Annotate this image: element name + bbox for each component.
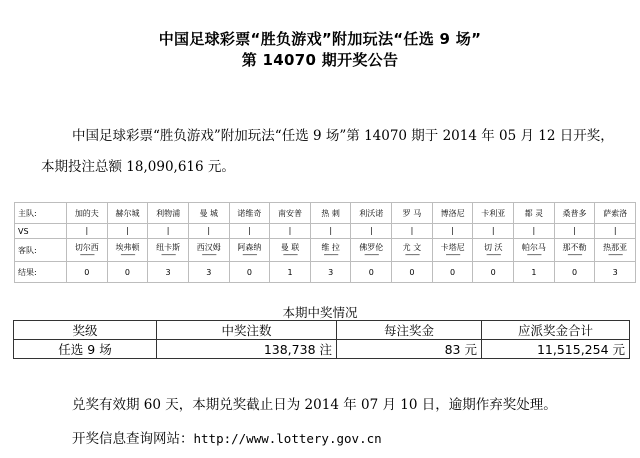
match-result: 0: [473, 262, 514, 283]
vs-bar: |: [126, 226, 129, 235]
home-team: 诺维奇: [229, 203, 270, 224]
away-underline: ——: [323, 249, 338, 259]
away-underline: ——: [201, 249, 216, 259]
match-result: 0: [554, 262, 595, 283]
prize-header-row: [14, 321, 630, 340]
away-team: 西汉姆: [196, 242, 221, 252]
home-team: 博洛尼: [432, 203, 473, 224]
issue-title: 第 14070 期开奖公告: [241, 51, 399, 69]
away-team: 尤 文: [402, 242, 422, 252]
match-result: 1: [514, 262, 555, 283]
announcement-title: 中国足球彩票“胜负游戏”附加玩法“任选 9 场”: [158, 30, 482, 48]
vs-bar: |: [288, 226, 292, 235]
vs-bar: |: [329, 226, 333, 235]
vs-bar: |: [573, 226, 576, 235]
away-team-cell: [270, 239, 311, 262]
away-team: 佛罗伦: [359, 242, 384, 252]
website-label: 开奖信息查询网站：: [72, 431, 194, 447]
away-team: 帕尔马: [521, 242, 546, 252]
away-team: 热那亚: [603, 242, 628, 252]
prize-total: 11,515,254 元: [482, 340, 630, 359]
away-team-cell: [188, 239, 229, 262]
match-result: 3: [148, 262, 189, 283]
match-result: 0: [229, 262, 270, 283]
away-team-cell: [392, 239, 433, 262]
away-underline: ——: [445, 249, 460, 259]
match-result: 1: [270, 262, 311, 283]
match-result: 0: [432, 262, 473, 283]
home-team: 南安普: [270, 203, 311, 224]
vs-bar: |: [207, 226, 211, 235]
home-team: 利物浦: [148, 203, 189, 224]
prize-amount: 83 元: [337, 340, 482, 359]
intro-line-1: 中国足球彩票“胜负游戏”附加玩法“任选 9 场”第 14070 期于 2014 年 05 月 12 日开奖，: [72, 128, 614, 144]
vs-separator: [188, 224, 229, 239]
match-result: 0: [392, 262, 433, 283]
match-result: 3: [310, 262, 351, 283]
away-team-cell: [229, 239, 270, 262]
away-underline: ——: [364, 249, 379, 259]
vs-separator: [67, 224, 108, 239]
vs-bar: |: [166, 226, 170, 235]
prize-section-title: 本期中奖情况: [282, 305, 358, 320]
away-team-cell: [554, 239, 595, 262]
vs-separator: [392, 224, 433, 239]
away-team: 曼 联: [280, 242, 300, 252]
vs-bar: |: [248, 226, 251, 235]
away-team-cell: [107, 239, 148, 262]
vs-separator: [229, 224, 270, 239]
away-team: 卡塔尼: [440, 242, 465, 252]
away-team-cell: [351, 239, 392, 262]
vs-bar: |: [85, 226, 89, 235]
prize-table: [13, 320, 630, 359]
header-count: 中奖注数: [157, 321, 337, 340]
away-underline: ——: [79, 249, 94, 259]
away-team-row: [15, 239, 636, 262]
vs-bar: |: [451, 226, 454, 235]
vs-separator: [351, 224, 392, 239]
match-result: 3: [188, 262, 229, 283]
match-result: 0: [351, 262, 392, 283]
vs-separator: [473, 224, 514, 239]
home-label: 主队:: [15, 203, 67, 224]
vs-separator: [514, 224, 555, 239]
away-team: 维 拉: [321, 242, 340, 252]
match-table: [14, 202, 636, 283]
match-result: 0: [67, 262, 108, 283]
away-team-cell: [432, 239, 473, 262]
away-team: 那不勒: [562, 242, 587, 252]
away-underline: ——: [242, 249, 257, 259]
away-team: 纽卡斯: [156, 242, 181, 252]
away-underline: ——: [486, 249, 501, 259]
vs-separator: [148, 224, 189, 239]
vs-label: VS: [15, 224, 67, 239]
away-team: 切 沃: [483, 242, 503, 252]
header-amount: 每注奖金: [337, 321, 482, 340]
away-team-cell: [148, 239, 189, 262]
validity-notice: 兑奖有效期 60 天，本期兑奖截止日为 2014 年 07 月 10 日，逾期作弃奖处理。: [72, 397, 557, 413]
header-level: 奖级: [14, 321, 157, 340]
home-team: 赫尔城: [107, 203, 148, 224]
match-result: 0: [107, 262, 148, 283]
away-team-cell: [473, 239, 514, 262]
home-team: 都 灵: [514, 203, 555, 224]
header-total: 应派奖金合计: [482, 321, 630, 340]
prize-row: [14, 340, 630, 359]
away-team-cell: [310, 239, 351, 262]
away-team-cell: [595, 239, 636, 262]
away-underline: ——: [120, 249, 135, 259]
website-link[interactable]: http://www.lottery.gov.cn: [193, 431, 382, 446]
away-underline: ——: [283, 249, 298, 259]
away-underline: ——: [161, 249, 176, 259]
home-team: 加的夫: [67, 203, 108, 224]
vs-bar: |: [532, 226, 536, 235]
home-team-row: [15, 203, 636, 224]
away-team-cell: [67, 239, 108, 262]
home-team: 卡利亚: [473, 203, 514, 224]
prize-count: 138,738 注: [157, 340, 337, 359]
intro-line-2: 本期投注总额 18,090,616 元。: [41, 159, 235, 175]
away-team: 切尔西: [74, 242, 99, 252]
away-underline: ——: [526, 249, 541, 259]
vs-bar: |: [491, 226, 495, 235]
vs-separator: [432, 224, 473, 239]
away-team-cell: [514, 239, 555, 262]
home-team: 热 刺: [310, 203, 351, 224]
home-team: 曼 城: [188, 203, 229, 224]
away-underline: ——: [608, 249, 623, 259]
away-underline: ——: [404, 249, 419, 259]
vs-separator: [107, 224, 148, 239]
vs-bar: |: [613, 226, 617, 235]
away-team: 阿森纳: [237, 242, 262, 252]
result-row: [15, 262, 636, 283]
away-team: 埃弗顿: [115, 242, 140, 252]
home-team: 利沃诺: [351, 203, 392, 224]
vs-separator: [270, 224, 311, 239]
vs-separator: [310, 224, 351, 239]
website-line: [72, 427, 382, 447]
away-label: 客队:: [15, 239, 67, 262]
vs-row: [15, 224, 636, 239]
vs-bar: |: [410, 226, 414, 235]
vs-bar: |: [369, 226, 373, 235]
vs-separator: [554, 224, 595, 239]
away-underline: ——: [567, 249, 582, 259]
vs-separator: [595, 224, 636, 239]
home-team: 桑普多: [554, 203, 595, 224]
prize-level: 任选 9 场: [14, 340, 157, 359]
home-team: 罗 马: [392, 203, 433, 224]
home-team: 萨索洛: [595, 203, 636, 224]
match-result: 3: [595, 262, 636, 283]
result-label: 结果:: [15, 262, 67, 283]
